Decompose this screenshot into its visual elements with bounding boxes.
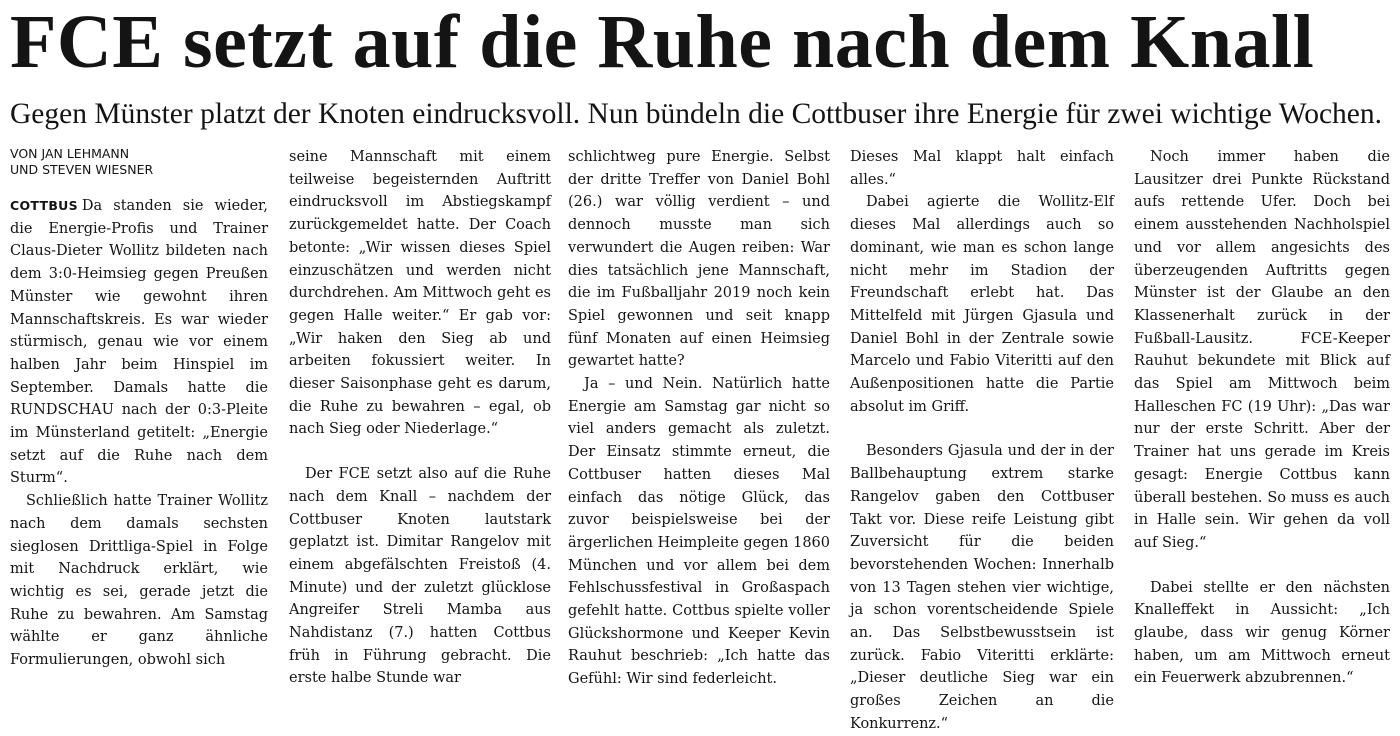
article-paragraph: Dabei agierte die Wollitz-Elf dieses Mal allerdings auch so dominant, wie man es schon lange nicht mehr im Stadion der Freundschaft erlebt hat. Das Mittelfeld mit Jürgen Gjasula und Daniel Bohl in der Zentrale sowie Marcelo und Fabio Viteritti auf den Außenpositionen hatte die Partie absolut im Griff.	[850, 194, 1114, 415]
paragraph-text: Da standen sie wieder, die Energie-Profis und Trainer Claus-Dieter Wollitz bildeten nach dem 3:0-Heimsieg gegen Preußen Münster wie gewohnt ihren Mannschaftskreis. Es war wieder stürmisch, genau wie vor einem halben Jahr beim Hinspiel im September. Damals hatte die RUNDSCHAU nach der 0:3-Pleite im Münsterland getitelt: „Energie setzt auf die Ruhe nach dem Sturm“.	[10, 198, 268, 487]
article-paragraph: seine Mannschaft mit einem teilweise begeisternden Auftritt eindrucksvoll im Abstiegskampf zurückgemeldet hatte. Der Coach betonte: „Wir wissen dieses Spiel einzuschätzen und werden nicht durchdrehen. Am Mittwoch geht es gegen Halle weiter.“ Er gab vor: „Wir haken den Sieg ab und arbeiten fokussiert weiter. In dieser Saisonphase geht es darum, die Ruhe zu bewahren – egal, ob nach Sieg oder Niederlage.“	[289, 149, 551, 438]
article-paragraph: Ja – und Nein. Natürlich hatte Energie am Samstag gar nicht so viel anders gemacht als zuletzt. Der Einsatz stimmte erneut, die Cottbuser hatten dieses Mal einfach das nötige Glück, das zuvor beispielsweise bei der ärgerlichen Heimpleite gegen 1860 München und vor allem bei dem Fehlschussfestival in Großaspach gefehlt hatte. Cottbus spielte voller Glückshormone und Keeper Kevin Rauhut beschrieb: „Ich hatte das Gefühl: Wir sind federleicht.	[568, 376, 830, 688]
article-paragraph: Dieses Mal klappt halt einfach alles.“	[850, 149, 1114, 188]
byline-line-2: UND STEVEN WIESNER	[10, 162, 154, 177]
paragraph-gap	[850, 418, 1114, 440]
article-column-1	[10, 146, 268, 672]
article-column-3	[568, 146, 830, 691]
article-paragraph: Noch immer haben die Lausitzer drei Punkte Rückstand aufs rettende Ufer. Doch bei einem ausstehenden Nachholspiel und vor allem angesichts des überzeugenden Auftritts gegen Münster ist der Glaube an den Klassenerhalt zurück in der Fußball-Lausitz. FCE-Keeper Rauhut bekundete mit Blick auf das Spiel am Mittwoch beim Halleschen FC (19 Uhr): „Das war nur der erste Schritt. Aber der Trainer hat uns gerade im Kreis gesagt: Energie Cottbus kann überall bestehen. So muss es auch in Halle sein. Wir gehen da voll auf Sieg.“	[1134, 149, 1390, 551]
article-paragraph: schlichtweg pure Energie. Selbst der dritte Treffer von Daniel Bohl (26.) war völlig verdient – und dennoch musste man sich verwundert die Augen reiben: War dies tatsächlich jene Mannschaft, die im Fußballjahr 2019 noch kein Spiel gewonnen und seit knapp fünf Monaten auf einen Heimsieg gewartet hatte?	[568, 149, 830, 370]
article-paragraph: Dabei stellte er den nächsten Knalleffekt in Aussicht: „Ich glaube, dass wir genug Körner haben, um am Mittwoch erneut ein Feuerwerk abzubrennen.“	[1134, 579, 1390, 687]
article-column-5	[1134, 146, 1390, 690]
article-paragraph: Schließlich hatte Trainer Wollitz nach dem damals sechsten sieglosen Drittliga-Spiel in Folge mit Nachdruck erklärt, wie wichtig es sei, gerade jetzt die Ruhe zu bewahren. Am Samstag wählte er ganz ähnliche Formulierungen, obwohl sich	[10, 493, 268, 669]
paragraph-gap	[289, 441, 551, 463]
article-paragraph	[10, 195, 268, 490]
article-column-4	[850, 146, 1114, 736]
article-paragraph: Der FCE setzt also auf die Ruhe nach dem Knall – nachdem der Cottbuser Knoten lautstark geplatzt ist. Dimitar Rangelov mit einem abgefälschten Freistoß (4. Minute) und der zuletzt glücklose Angreifer Streli Mamba aus Nahdistanz (7.) hatten Cottbus früh in Führung gebracht. Die erste halbe Stunde war	[289, 466, 551, 687]
article-paragraph: Besonders Gjasula und der in der Ballbehauptung extrem starke Rangelov gaben den Cottbuser Takt vor. Diese reife Leistung gibt Zuversicht für die beiden bevorstehenden Wochen: Innerhalb von 13 Tagen stehen vier wichtige, ja schon vorentscheidende Spiele an. Das Selbstbewusstsein ist zurück. Fabio Viteritti erklärte: „Dieser deutliche Sieg war ein großes Zeichen an die Konkurrenz.“	[850, 443, 1114, 732]
dateline: COTTBUS	[10, 198, 78, 213]
paragraph-gap	[1134, 555, 1390, 577]
headline: FCE setzt auf die Ruhe nach dem Knall	[10, 0, 1315, 84]
subheadline: Gegen Münster platzt der Knoten eindrucksvoll. Nun bündeln die Cottbuser ihre Energie für zwei wichtige Wochen.	[10, 98, 1383, 130]
byline-line-1: VON JAN LEHMANN	[10, 146, 130, 161]
byline	[10, 146, 268, 178]
article-column-2	[289, 146, 551, 690]
